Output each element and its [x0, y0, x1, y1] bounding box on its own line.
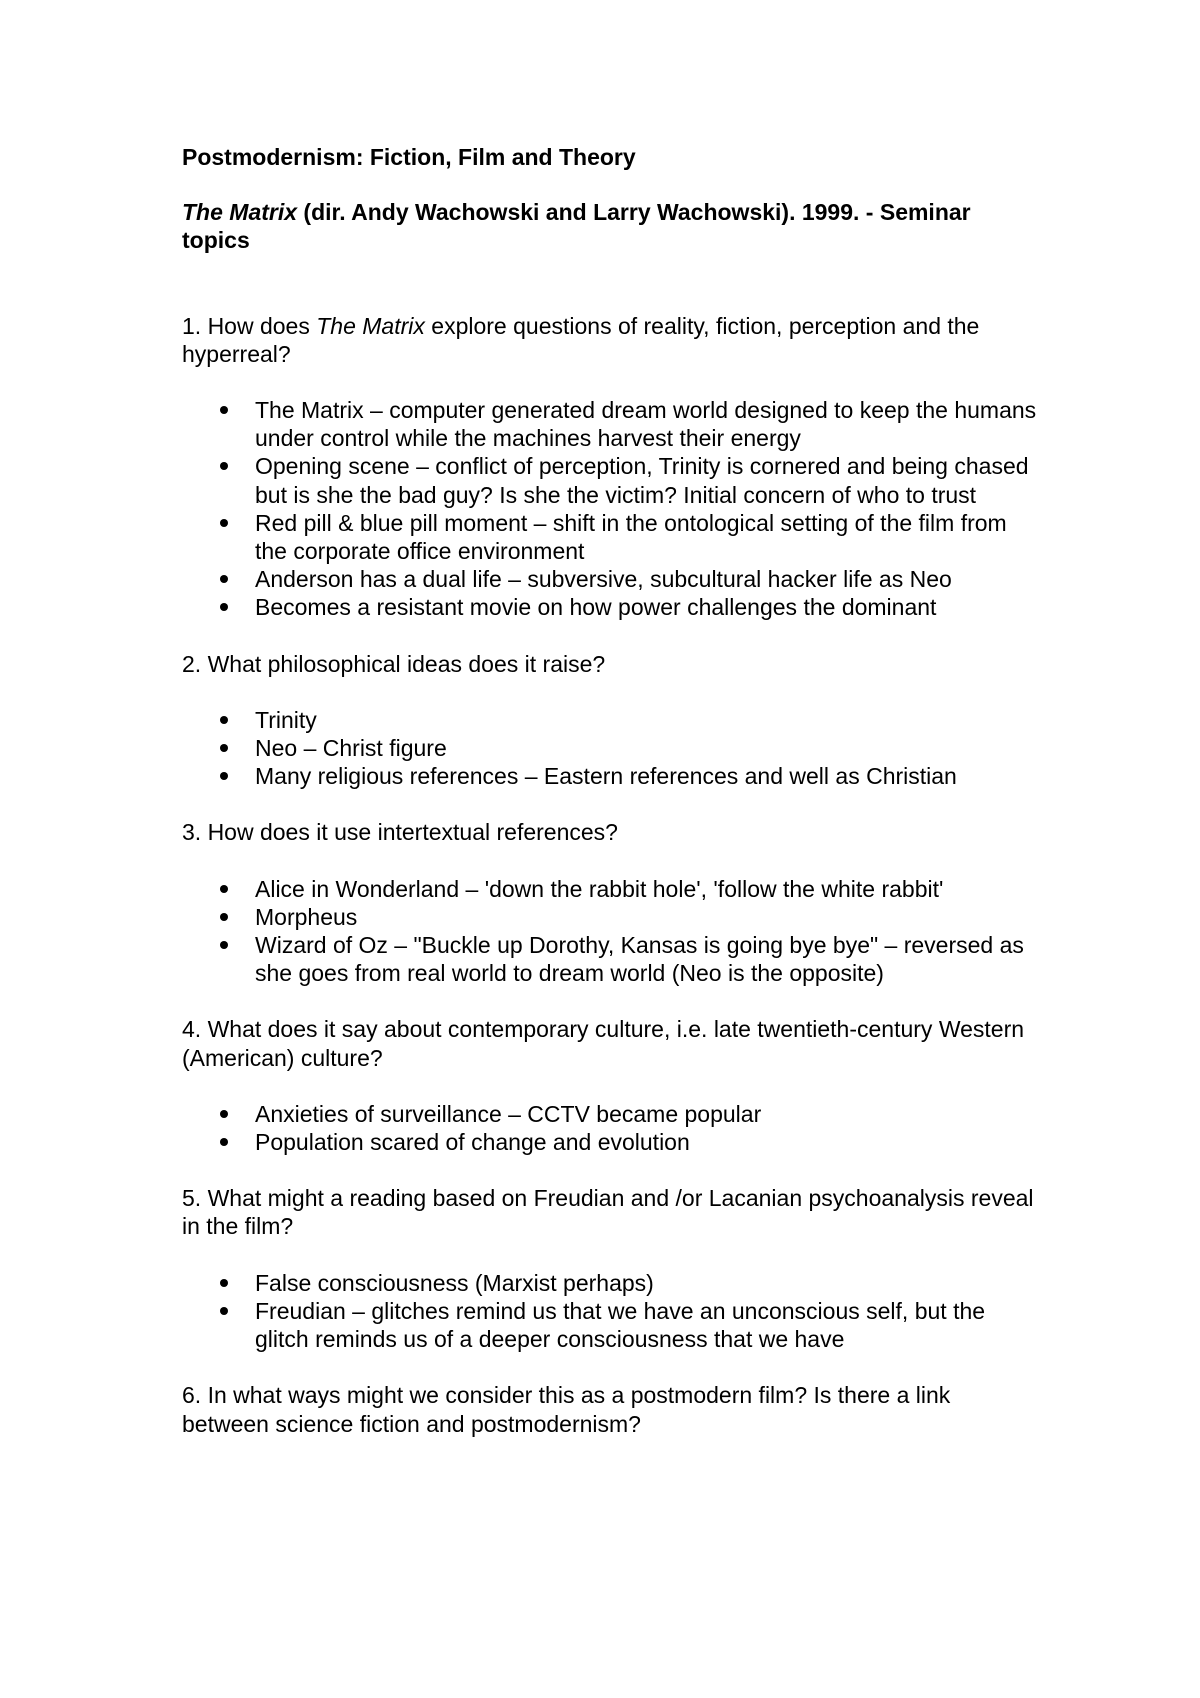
bullet-text: False consciousness (Marxist perhaps) [255, 1269, 654, 1296]
bullet-text: Freudian – glitches remind us that we have an unconscious self, but the glitch reminds us of a deeper consciousness that we have [255, 1297, 986, 1353]
document-subtitle [182, 198, 1042, 254]
bullet-item [182, 903, 1042, 931]
document-page [182, 143, 1042, 1466]
bullet-item [182, 396, 1042, 452]
bullet-dot-icon [220, 406, 228, 414]
bullet-text: The Matrix – computer generated dream world designed to keep the humans under control while the machines harvest their energy [255, 397, 1037, 452]
document-title: Postmodernism: Fiction, Film and Theory [182, 144, 636, 170]
bullet-item [182, 509, 1042, 565]
question-4 [182, 1015, 1042, 1071]
bullet-dot-icon [220, 575, 228, 583]
question-text: 1. How does [182, 312, 317, 339]
bullet-list [182, 875, 1042, 988]
bullet-text: Wizard of Oz – "Buckle up Dorothy, Kansas is going bye bye" – reversed as she goes from real world to dream world (Neo is the opposite) [255, 932, 1024, 987]
question-text: 3. How does it use intertextual references? [182, 819, 618, 846]
bullet-text: Trinity [255, 706, 317, 733]
question-5 [182, 1184, 1042, 1240]
bullet-item [182, 1100, 1042, 1128]
bullet-text: Many religious references – Eastern references and well as Christian [255, 763, 957, 790]
question-text-continued: explore questions of reality, fiction, perception and the hyperreal? [182, 312, 980, 367]
bullet-item [182, 1269, 1042, 1297]
bullet-text: Morpheus [255, 903, 358, 930]
question-2 [182, 650, 1042, 678]
bullet-dot-icon [220, 1110, 228, 1118]
bullet-item [182, 931, 1042, 987]
bullet-dot-icon [220, 519, 228, 527]
bullet-text: Anxieties of surveillance – CCTV became popular [255, 1100, 762, 1127]
bullet-text: Red pill & blue pill moment – shift in the ontological setting of the film from the corporate office environment [255, 509, 1007, 565]
bullet-dot-icon [220, 462, 228, 470]
bullet-dot-icon [220, 1307, 228, 1315]
bullet-dot-icon [220, 913, 228, 921]
question-list [182, 312, 1042, 1438]
film-title: The Matrix [182, 199, 298, 226]
bullet-dot-icon [220, 603, 228, 611]
bullet-text: Becomes a resistant movie on how power challenges the dominant [255, 594, 937, 621]
question-emphasis: The Matrix [316, 312, 425, 339]
bullet-dot-icon [220, 772, 228, 780]
bullet-item [182, 452, 1042, 508]
bullet-item [182, 1297, 1042, 1353]
bullet-text: Anderson has a dual life – subversive, subcultural hacker life as Neo [255, 566, 952, 593]
bullet-text: Alice in Wonderland – 'down the rabbit hole', 'follow the white rabbit' [255, 875, 944, 902]
bullet-dot-icon [220, 1138, 228, 1146]
bullet-item [182, 734, 1042, 762]
bullet-text: Neo – Christ figure [255, 735, 447, 762]
bullet-dot-icon [220, 1279, 228, 1287]
bullet-text: Opening scene – conflict of perception, Trinity is cornered and being chased but is she the bad guy? Is she the victim? Initial concern of who to trust [255, 453, 1029, 508]
question-3 [182, 818, 1042, 846]
bullet-item [182, 875, 1042, 903]
bullet-dot-icon [220, 885, 228, 893]
bullet-dot-icon [220, 744, 228, 752]
question-1 [182, 312, 1042, 368]
bullet-text: Population scared of change and evolution [255, 1129, 690, 1156]
bullet-list [182, 706, 1042, 791]
bullet-list [182, 1269, 1042, 1354]
bullet-item [182, 762, 1042, 790]
bullet-dot-icon [220, 716, 228, 724]
question-6 [182, 1381, 1042, 1437]
bullet-item [182, 593, 1042, 621]
bullet-item [182, 565, 1042, 593]
subtitle-rest: (dir. Andy Wachowski and Larry Wachowski). 1999. - Seminar topics [182, 199, 971, 254]
bullet-dot-icon [220, 941, 228, 949]
bullet-list [182, 1100, 1042, 1156]
question-text: 5. What might a reading based on Freudian and /or Lacanian psychoanalysis reveal in the film? [182, 1185, 1034, 1240]
bullet-item [182, 706, 1042, 734]
bullet-item [182, 1128, 1042, 1156]
bullet-list [182, 396, 1042, 622]
question-text: 6. In what ways might we consider this as a postmodern film? Is there a link between science fiction and postmodernism? [182, 1382, 951, 1437]
question-text: 2. What philosophical ideas does it raise? [182, 650, 606, 677]
question-text: 4. What does it say about contemporary culture, i.e. late twentieth-century Western (American) culture? [182, 1016, 1025, 1071]
